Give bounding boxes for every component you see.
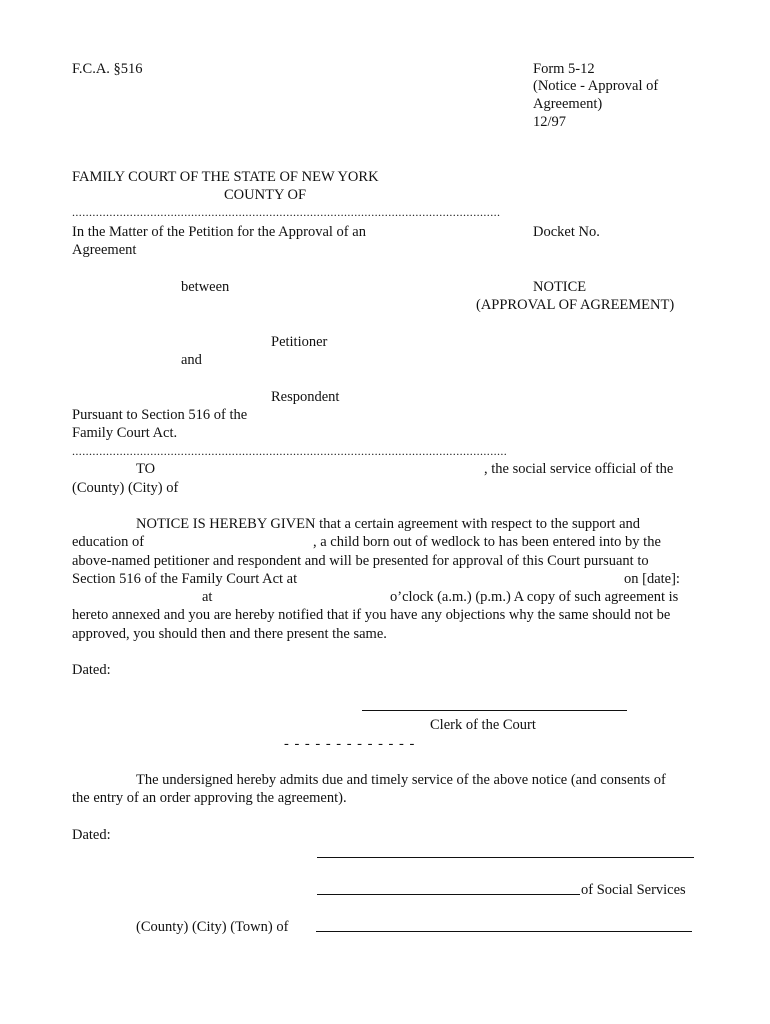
social-services-line <box>317 894 580 895</box>
body-line3: above-named petitioner and respondent and will be presented for approval of this Court pursuant to <box>72 553 649 569</box>
petitioner-label: Petitioner <box>271 334 328 350</box>
admission-signature-line <box>317 857 694 858</box>
admission-dated-label: Dated: <box>72 827 111 843</box>
body-line4-start: Section 516 of the Family Court Act at <box>72 571 298 587</box>
section-separator: - - - - - - - - - - - - - <box>284 736 416 752</box>
social-services-label: of Social Services <box>581 882 686 898</box>
pursuant-line1: Pursuant to Section 516 of the <box>72 407 248 423</box>
body-line1: NOTICE IS HEREBY GIVEN that a certain agreement with respect to the support and <box>136 516 641 532</box>
admission-line2: the entry of an order approving the agreement). <box>72 790 347 806</box>
matter-line1: In the Matter of the Petition for the Approval of an <box>72 224 366 240</box>
respondent-label: Respondent <box>271 389 340 405</box>
statute-citation: F.C.A. §516 <box>72 61 143 77</box>
between-label: between <box>181 279 230 295</box>
caption-divider-bottom: ................................................................................................................................ <box>72 444 508 458</box>
body-line4-end: on [date]: <box>624 571 680 587</box>
county-label: COUNTY OF <box>224 187 307 203</box>
admission-line1: The undersigned hereby admits due and timely service of the above notice (and consents of <box>136 772 666 788</box>
body-line5-at: at <box>202 589 213 605</box>
notice-subtitle: (APPROVAL OF AGREEMENT) <box>476 297 675 313</box>
and-label: and <box>181 352 202 368</box>
county-city-label: (County) (City) of <box>72 480 179 496</box>
docket-label: Docket No. <box>533 224 600 240</box>
notice-title: NOTICE <box>533 279 587 295</box>
caption-divider-top: .............................................................................................................................. <box>72 205 501 219</box>
to-label: TO <box>136 461 156 477</box>
clerk-label: Clerk of the Court <box>430 717 536 733</box>
county-city-town-label: (County) (City) (Town) of <box>136 919 289 935</box>
body-line7: approved, you should then and there present the same. <box>72 626 387 642</box>
clerk-signature-line <box>362 710 627 711</box>
body-line6: hereto annexed and you are hereby notified that if you have any objections why the same should not be <box>72 607 671 623</box>
form-title-line1: (Notice - Approval of <box>533 78 659 94</box>
dated-label: Dated: <box>72 662 111 678</box>
form-date: 12/97 <box>533 114 567 130</box>
body-line2-end: , a child born out of wedlock to has been entered into by the <box>313 534 661 550</box>
form-number: Form 5-12 <box>533 61 595 77</box>
official-text: , the social service official of the <box>484 461 674 477</box>
pursuant-line2: Family Court Act. <box>72 425 178 441</box>
court-name: FAMILY COURT OF THE STATE OF NEW YORK <box>72 169 379 185</box>
body-line2-start: education of <box>72 534 145 550</box>
matter-line2: Agreement <box>72 242 137 258</box>
town-line <box>316 931 692 932</box>
form-title-line2: Agreement) <box>533 96 603 112</box>
body-line5-end: o’clock (a.m.) (p.m.) A copy of such agreement is <box>390 589 679 605</box>
